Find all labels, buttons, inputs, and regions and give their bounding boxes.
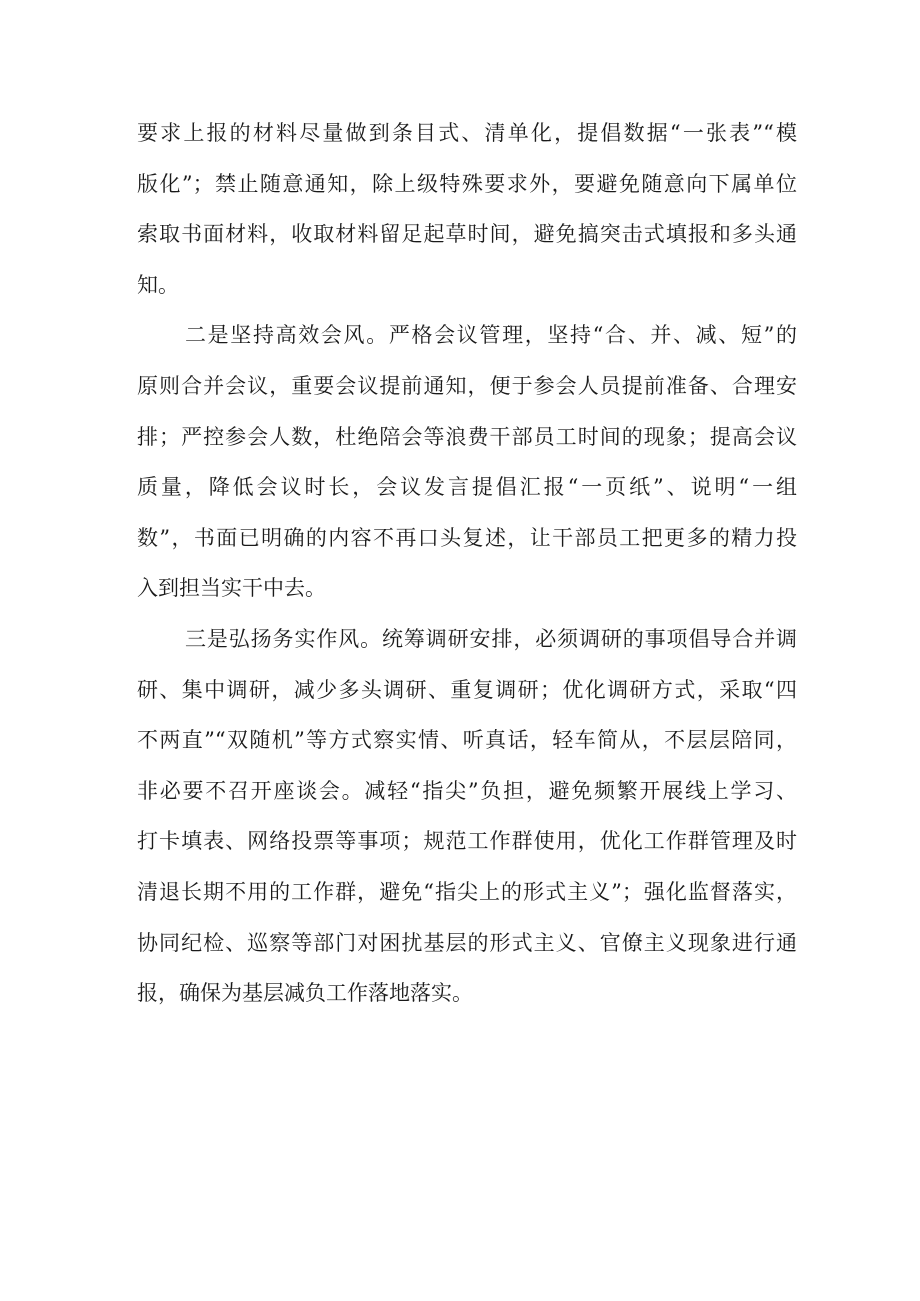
paragraph-3-line-3: 不两直”“双随机”等方式察实情、听真话，轻车简从，不层层陪同， xyxy=(137,728,797,753)
paragraph-1-line-3: 索取书面材料，收取材料留足起草时间，避免搞突击式填报和多头通 xyxy=(137,222,797,247)
paragraph-3-line-2: 研、集中调研，减少多头调研、重复调研；优化调研方式，采取“四 xyxy=(137,677,797,702)
paragraph-3-line-4: 非必要不召开座谈会。减轻“指尖”负担，避免频繁开展线上学习、 xyxy=(137,778,797,803)
paragraph-1-line-1: 要求上报的材料尽量做到条目式、清单化，提倡数据“一张表”“模 xyxy=(137,121,797,145)
paragraph-2-line-3: 排；严控参会人数，杜绝陪会等浪费干部员工时间的现象；提高会议 xyxy=(137,424,797,449)
paragraph-3-line-8: 报，确保为基层减负工作落地落实。 xyxy=(137,981,473,1006)
paragraph-1-line-2: 版化”；禁止随意通知，除上级特殊要求外，要避免随意向下属单位 xyxy=(137,171,797,196)
document-body xyxy=(137,108,797,1019)
paragraph-3-line-1: 三是弘扬务实作风。统筹调研安排，必须调研的事项倡导合并调 xyxy=(185,626,797,651)
paragraph-1-line-4: 知。 xyxy=(137,272,179,297)
paragraph-2-line-5: 数”，书面已明确的内容不再口头复述，让干部员工把更多的精力投 xyxy=(137,525,797,550)
paragraph-3-line-7: 协同纪检、巡察等部门对困扰基层的形式主义、官僚主义现象进行通 xyxy=(137,930,797,955)
paragraph-3-line-5: 打卡填表、网络投票等事项；规范工作群使用，优化工作群管理及时 xyxy=(137,829,797,854)
paragraph-2-line-2: 原则合并会议，重要会议提前通知，便于参会人员提前准备、合理安 xyxy=(137,373,797,398)
paragraph-2-line-4: 质量，降低会议时长，会议发言提倡汇报“一页纸”、说明“一组 xyxy=(137,475,797,500)
paragraph-3-line-6: 清退长期不用的工作群，避免“指尖上的形式主义”；强化监督落实， xyxy=(137,879,797,904)
paragraph-2-line-1: 二是坚持高效会风。严格会议管理，坚持“合、并、减、短”的 xyxy=(185,323,797,348)
paragraph-2-line-6: 入到担当实干中去。 xyxy=(137,576,326,601)
